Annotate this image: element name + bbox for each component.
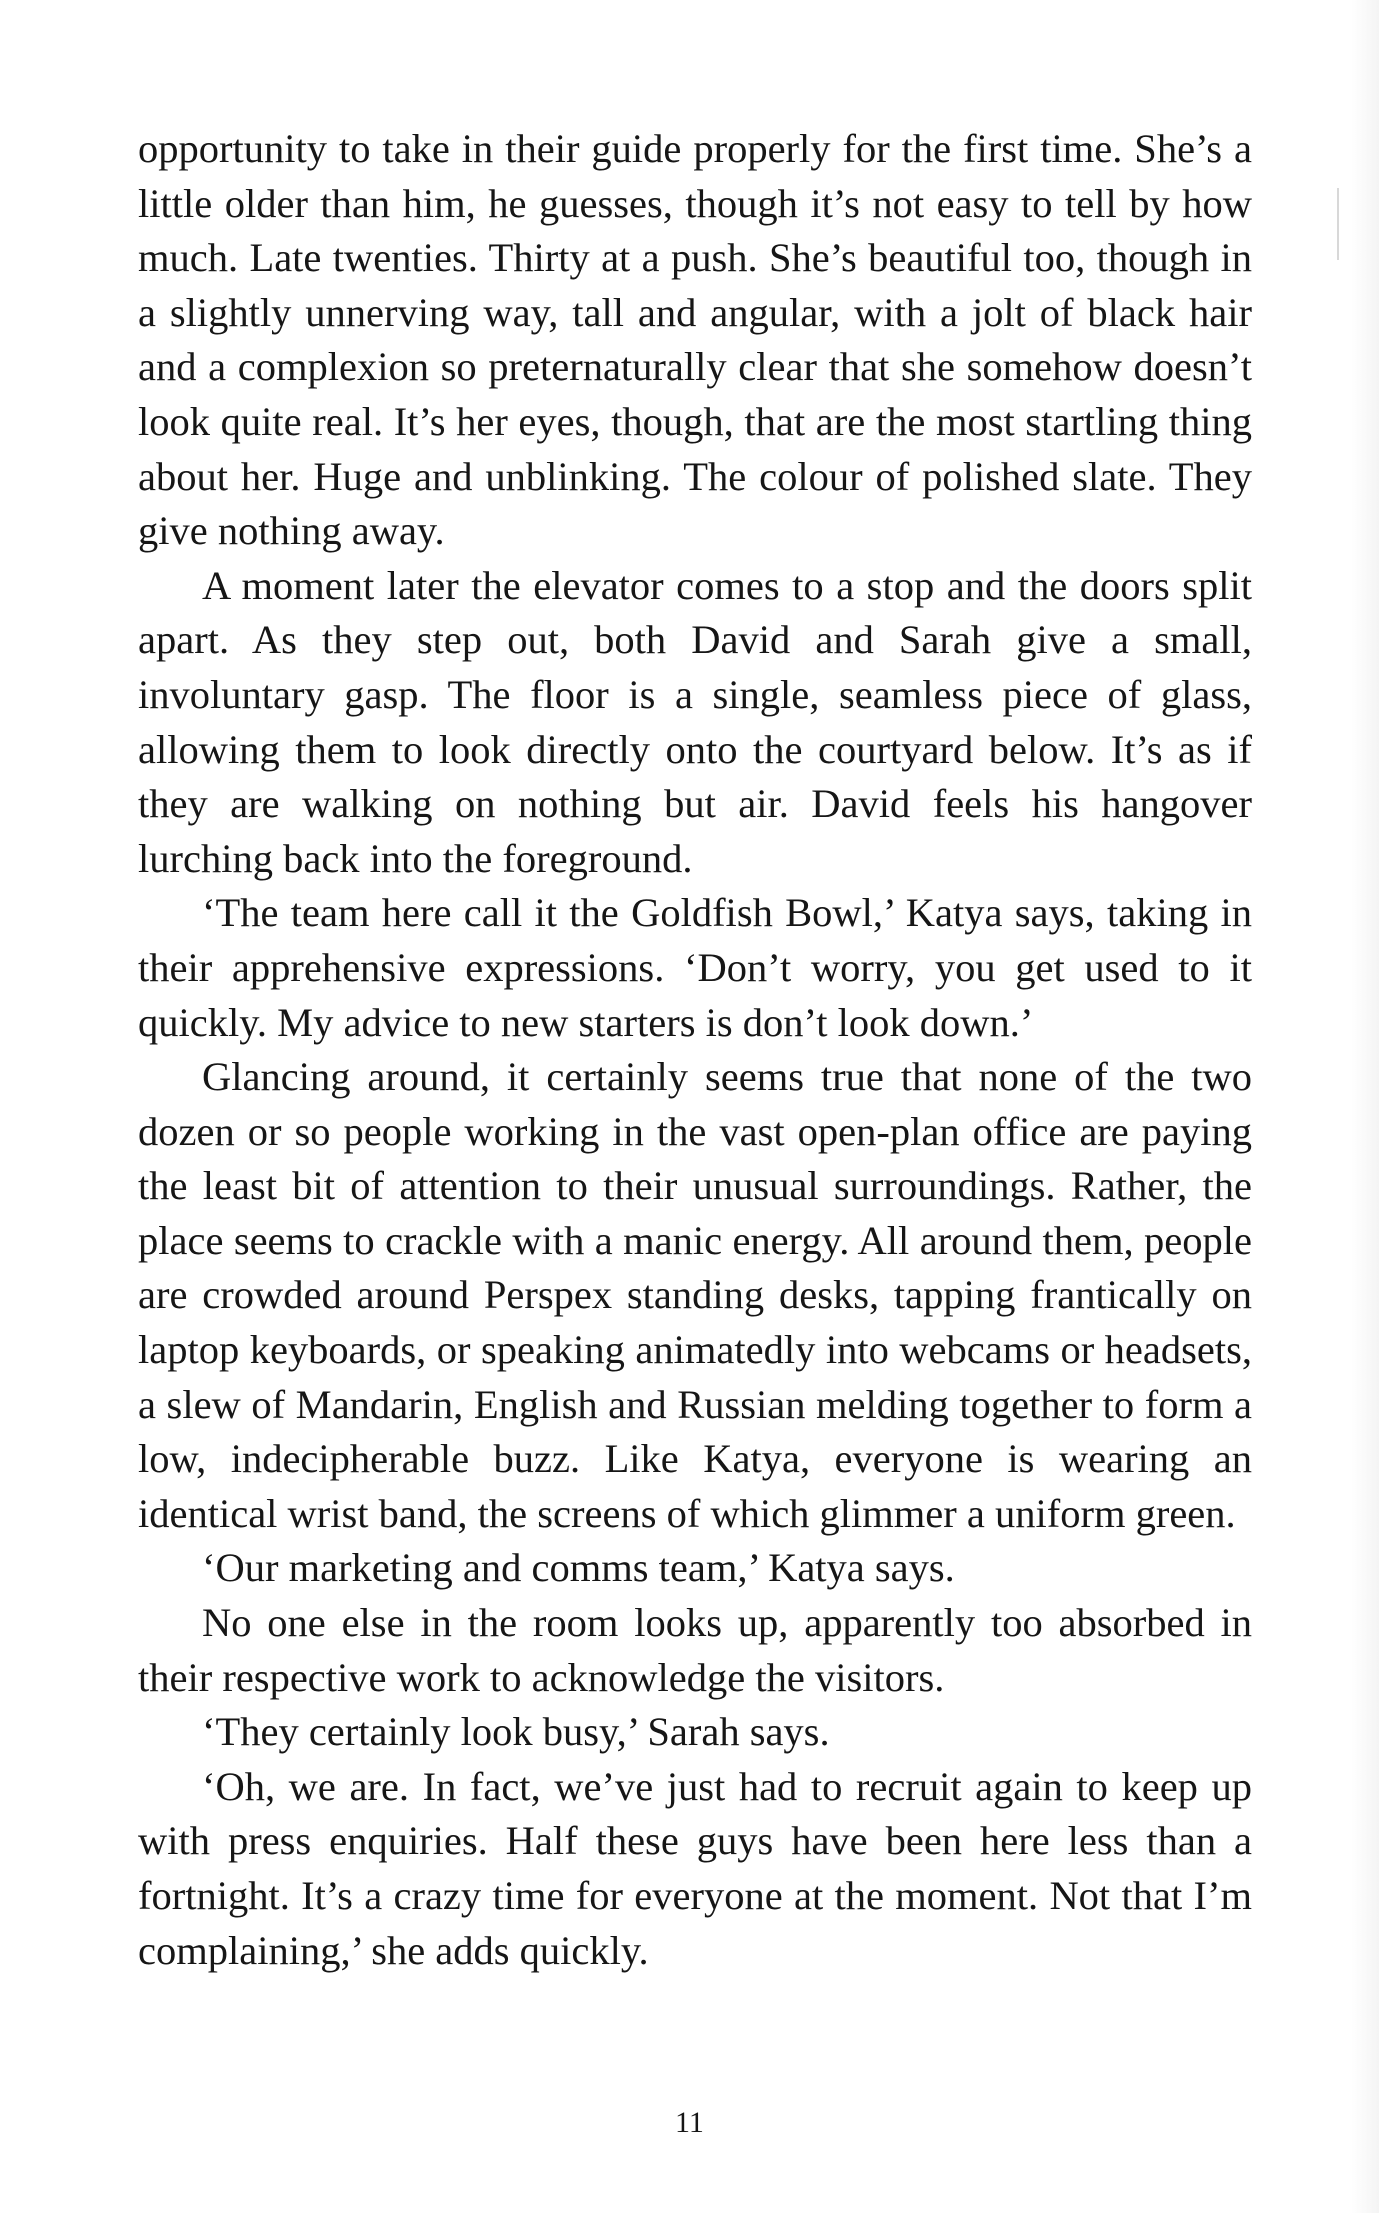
- paragraph-6: No one else in the room looks up, apparently too absorbed in their respective work to acknowledge the visitors.: [138, 1600, 1252, 1700]
- paragraph-5: ‘Our marketing and comms team,’ Katya says.: [202, 1545, 955, 1591]
- paragraph-7: ‘They certainly look busy,’ Sarah says.: [202, 1709, 830, 1755]
- scan-mark: [1337, 188, 1339, 260]
- paragraph-3: ‘The team here call it the Goldfish Bowl,’ Katya says, taking in their apprehensive expressions. ‘Don’t worry, you get used to it quickly. My advice to new starters is don’t look down.’: [138, 890, 1252, 1045]
- paragraph-8: ‘Oh, we are. In fact, we’ve just had to recruit again to keep up with press enquiries. Half these guys have been here less than a fortnight. It’s a crazy time for everyone at the moment. Not that I’m complaining,’ she adds quickly.: [138, 1763, 1252, 1973]
- body-text: [138, 122, 1252, 1978]
- paragraph-4: Glancing around, it certainly seems true that none of the two dozen or so people working in the vast open-plan office are paying the least bit of attention to their unusual surroundings. Rather, the place seems to crackle with a manic energy. All around them, people are crowded around Perspex standing desks, tapping frantically on laptop keyboards, or speaking animatedly into webcams or headsets, a slew of Mandarin, English and Russian melding together to form a low, indecipherable buzz. Like Katya, everyone is wearing an identical wrist band, the screens of which glimmer a uniform green.: [138, 1054, 1252, 1536]
- paragraph-2: A moment later the elevator comes to a stop and the doors split apart. As they step out, both David and Sarah give a small, involuntary gasp. The floor is a single, seamless piece of glass, allowing them to look directly onto the courtyard below. It’s as if they are walking on nothing but air. David feels his hangover lurching back into the foreground.: [138, 562, 1252, 881]
- paragraph-1: opportunity to take in their guide properly for the first time. She’s a little older than him, he guesses, though it’s not easy to tell by how much. Late twenties. Thirty at a push. She’s beautiful too, though in a slightly unnerving way, tall and angular, with a jolt of black hair and a complexion so preternaturally clear that she somehow doesn’t look quite real. It’s her eyes, though, that are the most startling thing about her. Huge and unblinking. The colour of polished slate. They give nothing away.: [138, 126, 1252, 554]
- scan-shadow: [1351, 0, 1379, 2213]
- page-number: 11: [675, 2106, 704, 2139]
